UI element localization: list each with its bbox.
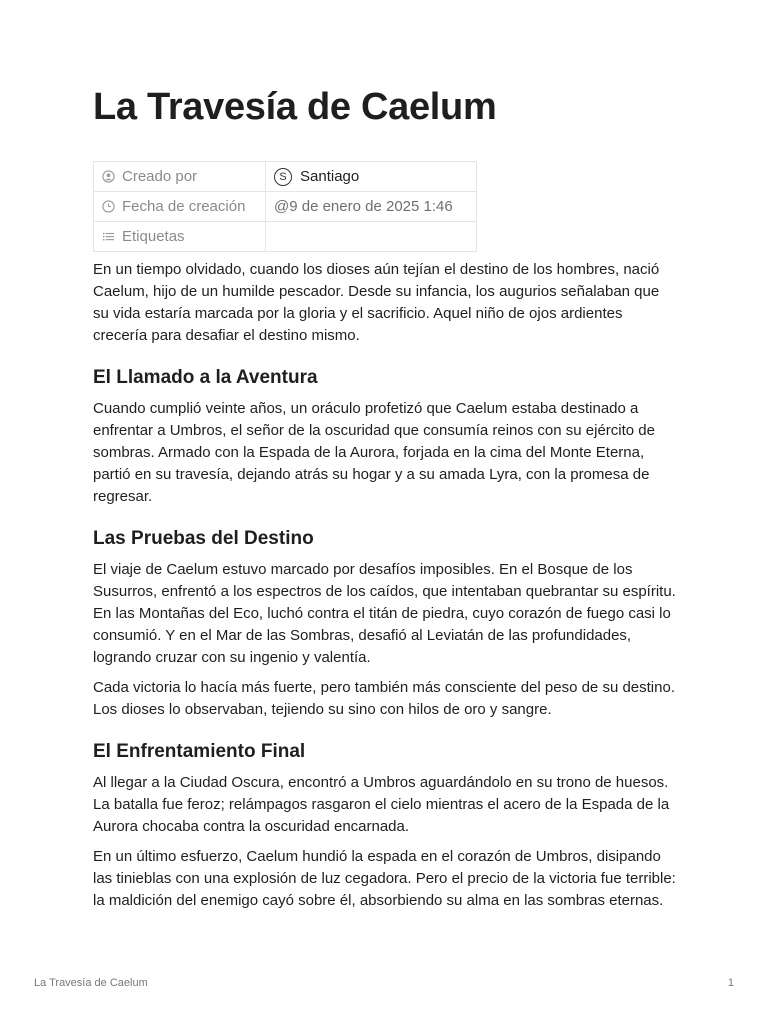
avatar: S [274, 168, 292, 186]
list-icon [102, 230, 115, 243]
clock-icon [102, 200, 115, 213]
property-key: Fecha de creación [122, 198, 246, 215]
section-paragraph: En un último esfuerzo, Caelum hundió la espada en el corazón de Umbros, disipando las tinieblas con una explosión de luz cegadora. Pero el precio de la victoria fue terrible: la maldición del enemigo cayó sobre él, absorbiendo su alma en las sombras eternas. [93, 848, 676, 909]
property-row-created-date [94, 192, 477, 222]
page-title: La Travesía de Caelum [93, 86, 497, 128]
footer-doc-title: La Travesía de Caelum [34, 977, 148, 989]
section-paragraph: Al llegar a la Ciudad Oscura, encontró a Umbros aguardándolo en su trono de huesos. La batalla fue feroz; relámpagos rasgaron el cielo mientras el acero de la Espada de la Aurora chocaba contra la oscuridad encarnada. [93, 774, 670, 835]
user-circle-icon [102, 170, 115, 183]
section-heading: El Llamado a la Aventura [93, 367, 318, 388]
section-paragraph: Cada victoria lo hacía más fuerte, pero también más consciente del peso de su destino. Los dioses lo observaban, tejiendo su sino con hilos de oro y sangre. [93, 679, 675, 718]
section-paragraph: El viaje de Caelum estuvo marcado por desafíos imposibles. En el Bosque de los Susurros, enfrentó a los espectros de los caídos, que intentaban quebrantar su espíritu. En las Montañas del Eco, luchó contra el titán de piedra, cuyo corazón de fuego casi lo consumió. Y en el Mar de las Sombras, desafió al Leviatán de las profundidades, logrando cruzar con su ingenio y valentía. [93, 561, 676, 666]
footer-page-number: 1 [727, 977, 734, 989]
property-row-created-by [94, 162, 477, 192]
section-heading: El Enfrentamiento Final [93, 741, 306, 762]
document-body [93, 259, 678, 920]
property-key: Etiquetas [122, 228, 185, 245]
property-value-date: @9 de enero de 2025 1:46 [274, 198, 453, 215]
property-row-tags [94, 222, 477, 252]
property-key: Creado por [122, 168, 198, 185]
properties-table [93, 161, 477, 252]
intro-paragraph: En un tiempo olvidado, cuando los dioses aún tejían el destino de los hombres, nació Caelum, hijo de un humilde pescador. Desde su infancia, los augurios señalaban que su vida estaría marcada por la gloria y el sacrificio. Aquel niño de ojos ardientes crecería para desafiar el destino mismo. [93, 261, 660, 344]
section-heading: Las Pruebas del Destino [93, 528, 314, 549]
property-value-tags[interactable] [266, 222, 477, 252]
section-paragraph: Cuando cumplió veinte años, un oráculo profetizó que Caelum estaba destinado a enfrentar a Umbros, el señor de la oscuridad que consumía reinos con su ejército de sombras. Armado con la Espada de la Aurora, forjada en la cima del Monte Eterna, partió en su travesía, dejando atrás su hogar y a su amada Lyra, con la promesa de regresar. [93, 400, 655, 505]
property-value-creator[interactable]: Santiago [300, 167, 360, 185]
